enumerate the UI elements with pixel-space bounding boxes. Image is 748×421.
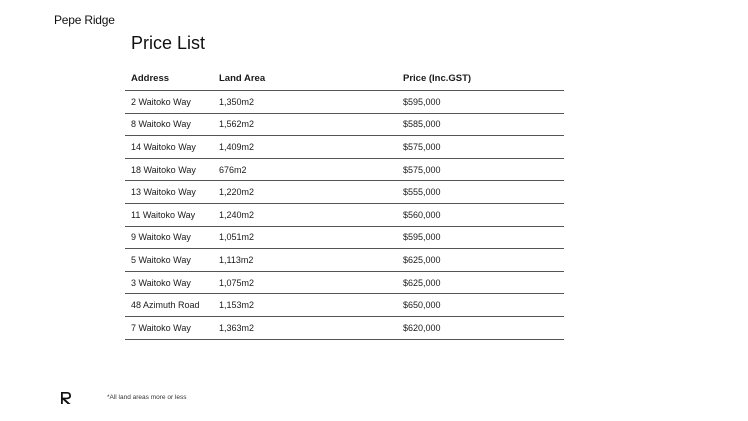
cell-address: 48 Azimuth Road — [125, 294, 213, 317]
cell-land-area: 1,075m2 — [213, 271, 397, 294]
cell-price: $595,000 — [397, 226, 564, 249]
table-row — [125, 294, 564, 317]
price-table — [125, 66, 564, 340]
cell-price: $650,000 — [397, 294, 564, 317]
table-body — [125, 91, 564, 340]
cell-land-area: 676m2 — [213, 158, 397, 181]
cell-land-area: 1,363m2 — [213, 316, 397, 339]
cell-land-area: 1,350m2 — [213, 91, 397, 114]
table-row — [125, 158, 564, 181]
cell-address: 18 Waitoko Way — [125, 158, 213, 181]
cell-price: $595,000 — [397, 91, 564, 114]
table-row — [125, 271, 564, 294]
cell-price: $575,000 — [397, 136, 564, 159]
cell-price: $555,000 — [397, 181, 564, 204]
cell-address: 5 Waitoko Way — [125, 249, 213, 272]
brand-name: Pepe Ridge — [54, 13, 115, 27]
cell-address: 3 Waitoko Way — [125, 271, 213, 294]
table-row — [125, 203, 564, 226]
cell-land-area: 1,153m2 — [213, 294, 397, 317]
cell-address: 9 Waitoko Way — [125, 226, 213, 249]
cell-price: $620,000 — [397, 316, 564, 339]
cell-price: $575,000 — [397, 158, 564, 181]
table-row — [125, 113, 564, 136]
cell-address: 13 Waitoko Way — [125, 181, 213, 204]
table-row — [125, 249, 564, 272]
table-row — [125, 316, 564, 339]
footnote: *All land areas more or less — [107, 394, 187, 401]
table-header-row — [125, 66, 564, 91]
table-row — [125, 91, 564, 114]
cell-land-area: 1,113m2 — [213, 249, 397, 272]
header-land-area: Land Area — [213, 66, 397, 91]
cell-address: 8 Waitoko Way — [125, 113, 213, 136]
header-price: Price (Inc.GST) — [397, 66, 564, 91]
cell-price: $625,000 — [397, 249, 564, 272]
cell-price: $560,000 — [397, 203, 564, 226]
cell-price: $625,000 — [397, 271, 564, 294]
cell-address: 11 Waitoko Way — [125, 203, 213, 226]
cell-address: 7 Waitoko Way — [125, 316, 213, 339]
table-row — [125, 181, 564, 204]
cell-address: 14 Waitoko Way — [125, 136, 213, 159]
cell-price: $585,000 — [397, 113, 564, 136]
cell-land-area: 1,240m2 — [213, 203, 397, 226]
header-address: Address — [125, 66, 213, 91]
cell-land-area: 1,220m2 — [213, 181, 397, 204]
page-title: Price List — [131, 33, 206, 53]
cell-land-area: 1,051m2 — [213, 226, 397, 249]
cell-land-area: 1,409m2 — [213, 136, 397, 159]
r-monogram-logo-icon — [59, 391, 73, 405]
cell-land-area: 1,562m2 — [213, 113, 397, 136]
table-row — [125, 136, 564, 159]
cell-address: 2 Waitoko Way — [125, 91, 213, 114]
table-row — [125, 226, 564, 249]
